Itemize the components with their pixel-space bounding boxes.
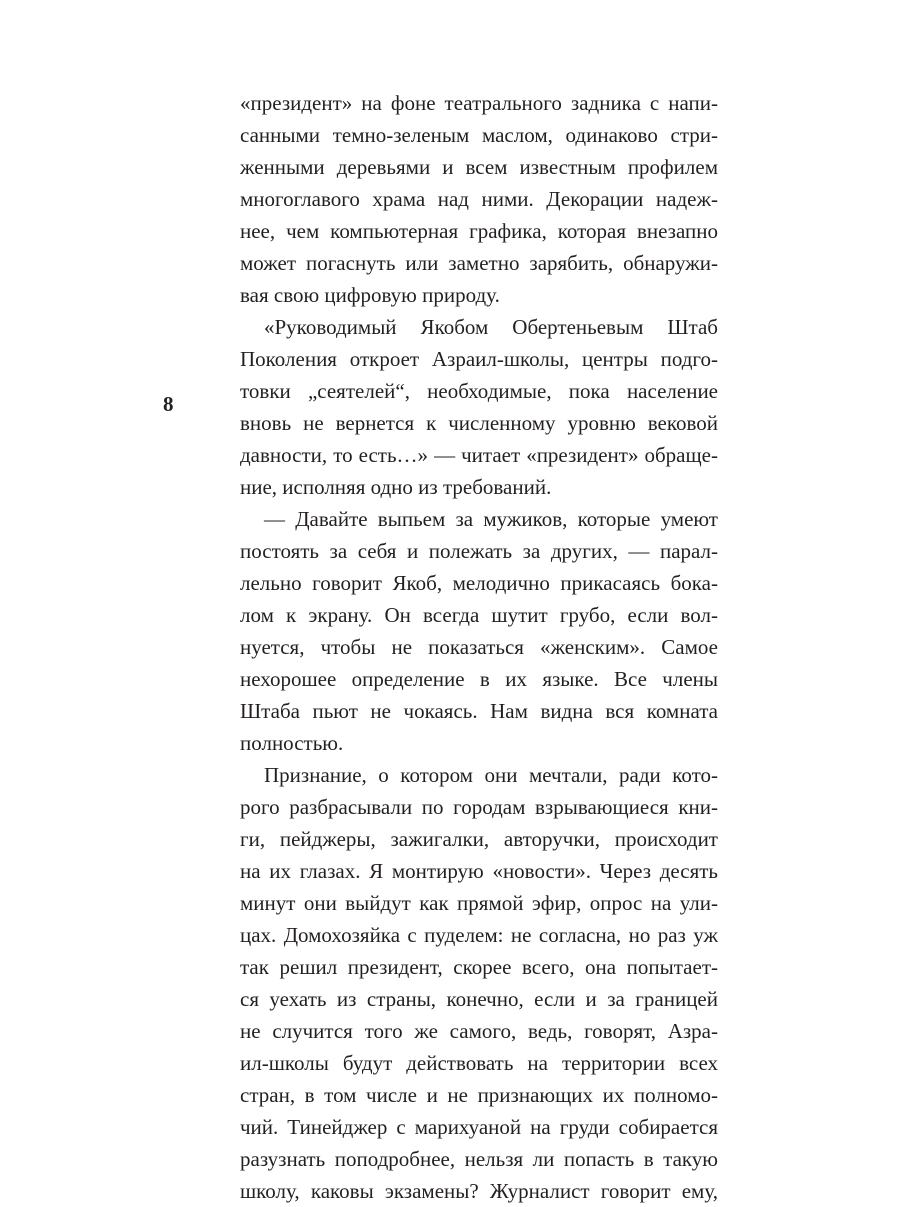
text-line: нуется, чтобы не показаться «женским». Самое (240, 635, 718, 659)
text-line: цах. Домохозяйка с пуделем: не согласна, но раз уж (240, 923, 718, 947)
text-line: Штаба пьют не чокаясь. Нам видна вся комната (240, 699, 718, 723)
text-line: ся уехать из страны, конечно, если и за границей (240, 987, 718, 1011)
text-line: товки „сеятелей“, необходимые, пока население (240, 379, 718, 403)
page-number: 8 (163, 392, 174, 416)
text-line: может погаснуть или заметно зарябить, обнаружи- (240, 251, 718, 275)
text-line: чий. Тинейджер с марихуаной на груди собирается (240, 1115, 718, 1139)
text-line: рого разбрасывали по городам взрывающиеся кни- (240, 795, 718, 819)
paragraph-2 (240, 311, 718, 503)
text-line: стран, в том числе и не признающих их полномо- (240, 1083, 718, 1107)
text-line: так решил президент, скорее всего, она попытает- (240, 955, 718, 979)
text-line: Признание, о котором они мечтали, ради кото- (264, 763, 718, 787)
text-line: ил-школы будут действовать на территории всех (240, 1051, 718, 1075)
text-line: Поколения откроет Азраил-школы, центры подго- (240, 347, 718, 371)
text-line: постоять за себя и полежать за других, — парал- (240, 539, 718, 563)
text-line: разузнать поподробнее, нельзя ли попасть в такую (240, 1147, 718, 1171)
text-line: вая свою цифровую природу. (240, 283, 500, 307)
paragraph-1 (240, 87, 718, 311)
text-line: многоглавого храма над ними. Декорации надеж- (240, 187, 718, 211)
body-text (240, 87, 718, 1207)
text-line: «Руководимый Якобом Обертеньевым Штаб (264, 315, 718, 339)
text-line: вновь не вернется к численному уровню вековой (240, 411, 718, 435)
text-line: «президент» на фоне театрального задника с напи- (240, 91, 718, 115)
text-line: женными деревьями и всем известным профилем (240, 155, 718, 179)
text-line: лельно говорит Якоб, мелодично прикасаясь бока- (240, 571, 718, 595)
text-line: давности, то есть…» — читает «президент» обраще- (240, 443, 718, 467)
text-line: санными темно-зеленым маслом, одинаково стри- (240, 123, 718, 147)
paragraph-3 (240, 503, 718, 759)
text-line: школу, каковы экзамены? Журналист говорит ему, (240, 1179, 718, 1203)
text-line: не случится того же самого, ведь, говорят, Азра- (240, 1019, 718, 1043)
text-line: ние, исполняя одно из требований. (240, 475, 552, 499)
text-line: минут они выйдут как прямой эфир, опрос на ули- (240, 891, 718, 915)
text-line: на их глазах. Я монтирую «новости». Через десять (240, 859, 718, 883)
text-line: нее, чем компьютерная графика, которая внезапно (240, 219, 718, 243)
text-line: лом к экрану. Он всегда шутит грубо, если вол- (240, 603, 718, 627)
text-line: полностью. (240, 731, 344, 755)
text-line: — Давайте выпьем за мужиков, которые умеют (264, 507, 718, 531)
text-line: нехорошее определение в их языке. Все члены (240, 667, 718, 691)
paragraph-4 (240, 759, 718, 1207)
text-line: ги, пейджеры, зажигалки, авторучки, происходит (240, 827, 718, 851)
